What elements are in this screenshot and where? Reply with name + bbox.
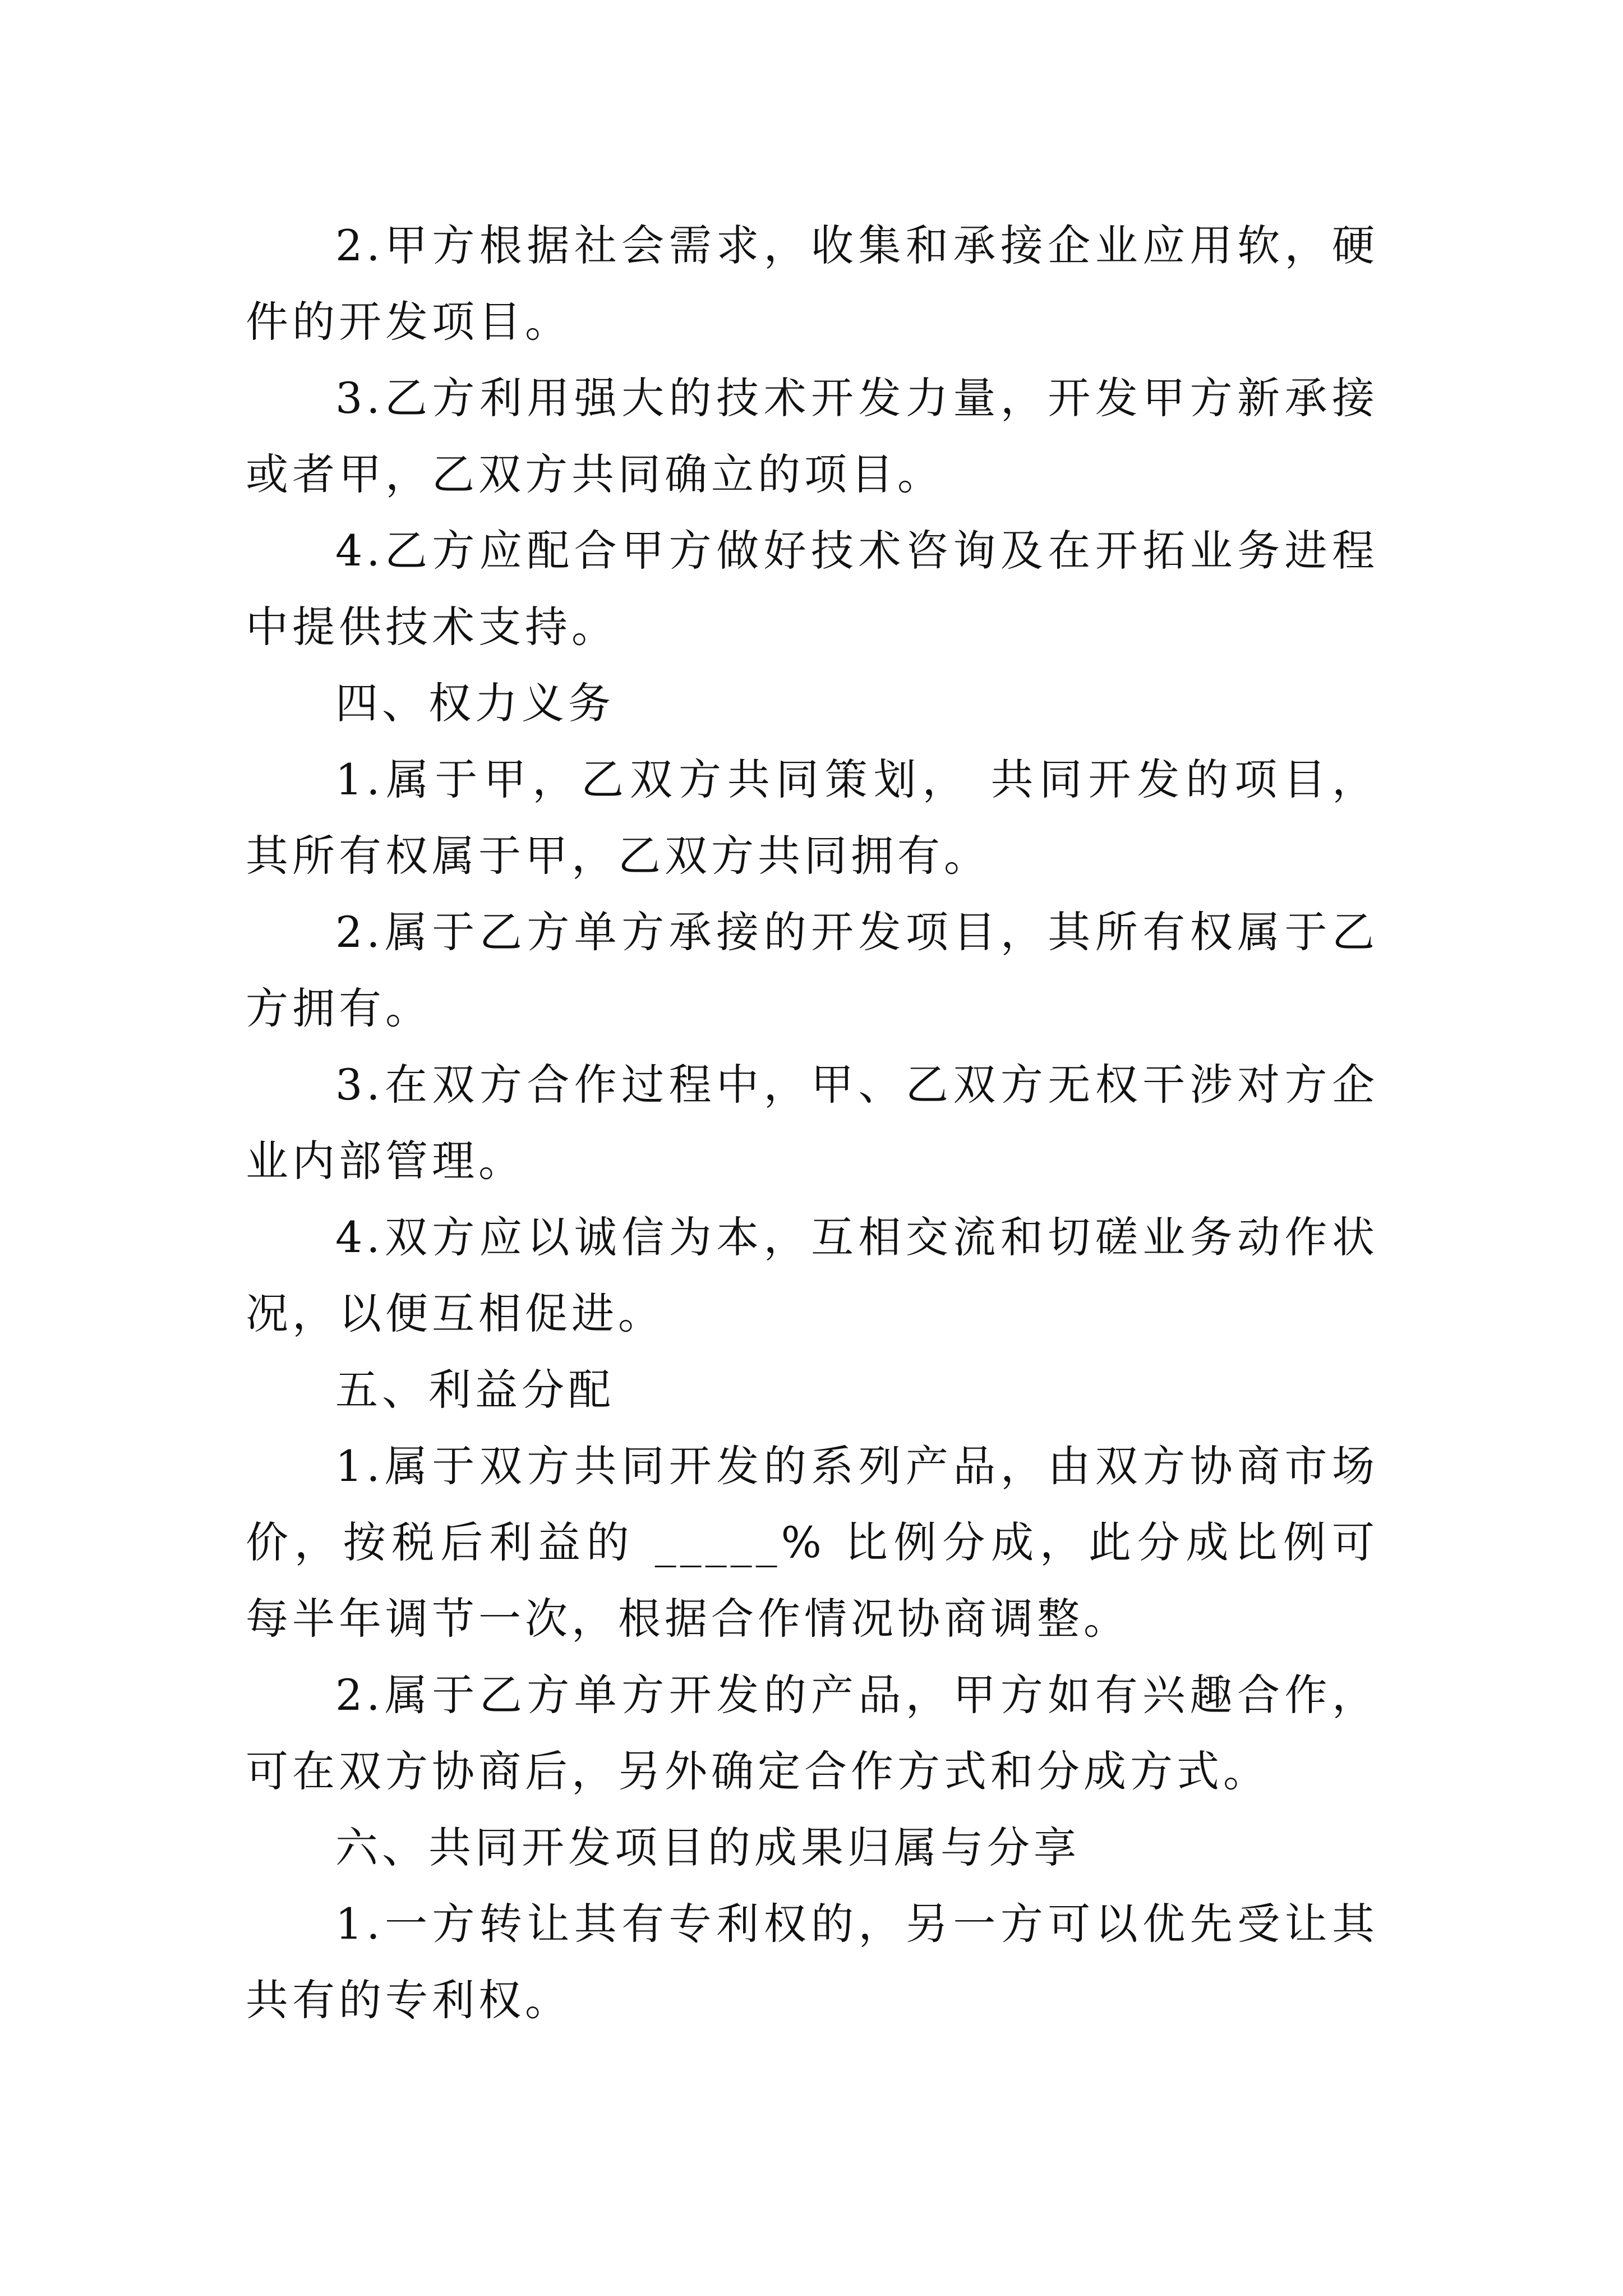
clause-paragraph: 1.一方转让其有专利权的，另一方可以优先受让其共有的专利权。 (246, 1899, 1378, 2025)
clause-paragraph: 4.双方应以诚信为本，互相交流和切磋业务动作状况，以便互相促进。 (246, 1212, 1378, 1338)
section-heading: 六、共同开发项目的成果归属与分享 (335, 1823, 1080, 1872)
clause-paragraph: 2.甲方根据社会需求，收集和承接企业应用软，硬件的开发项目。 (246, 220, 1378, 347)
section-heading: 五、利益分配 (335, 1365, 615, 1415)
clause-paragraph: 2.属于乙方单方开发的产品，甲方如有兴趣合作，可在双方协商后，另外确定合作方式和分成方式。 (246, 1670, 1378, 1796)
document-body (246, 208, 1378, 2039)
clause-paragraph: 2.属于乙方单方承接的开发项目，其所有权属于乙方拥有。 (246, 907, 1378, 1033)
clause-paragraph: 3.乙方利用强大的技术开发力量，开发甲方新承接或者甲，乙双方共同确立的项目。 (246, 373, 1378, 499)
clause-paragraph: 1.属于甲，乙双方共同策划， 共同开发的项目，其所有权属于甲，乙双方共同拥有。 (246, 754, 1378, 881)
clause-paragraph: 4.乙方应配合甲方做好技术咨询及在开拓业务进程中提供技术支持。 (246, 526, 1378, 652)
clause-paragraph: 1.属于双方共同开发的系列产品，由双方协商市场价，按税后利益的 _____% 比例分成，此分成比例可每半年调节一次，根据合作情况协商调整。 (246, 1441, 1378, 1644)
section-heading: 四、权力义务 (335, 678, 615, 728)
clause-paragraph: 3.在双方合作过程中，甲、乙双方无权干涉对方企业内部管理。 (246, 1060, 1378, 1186)
